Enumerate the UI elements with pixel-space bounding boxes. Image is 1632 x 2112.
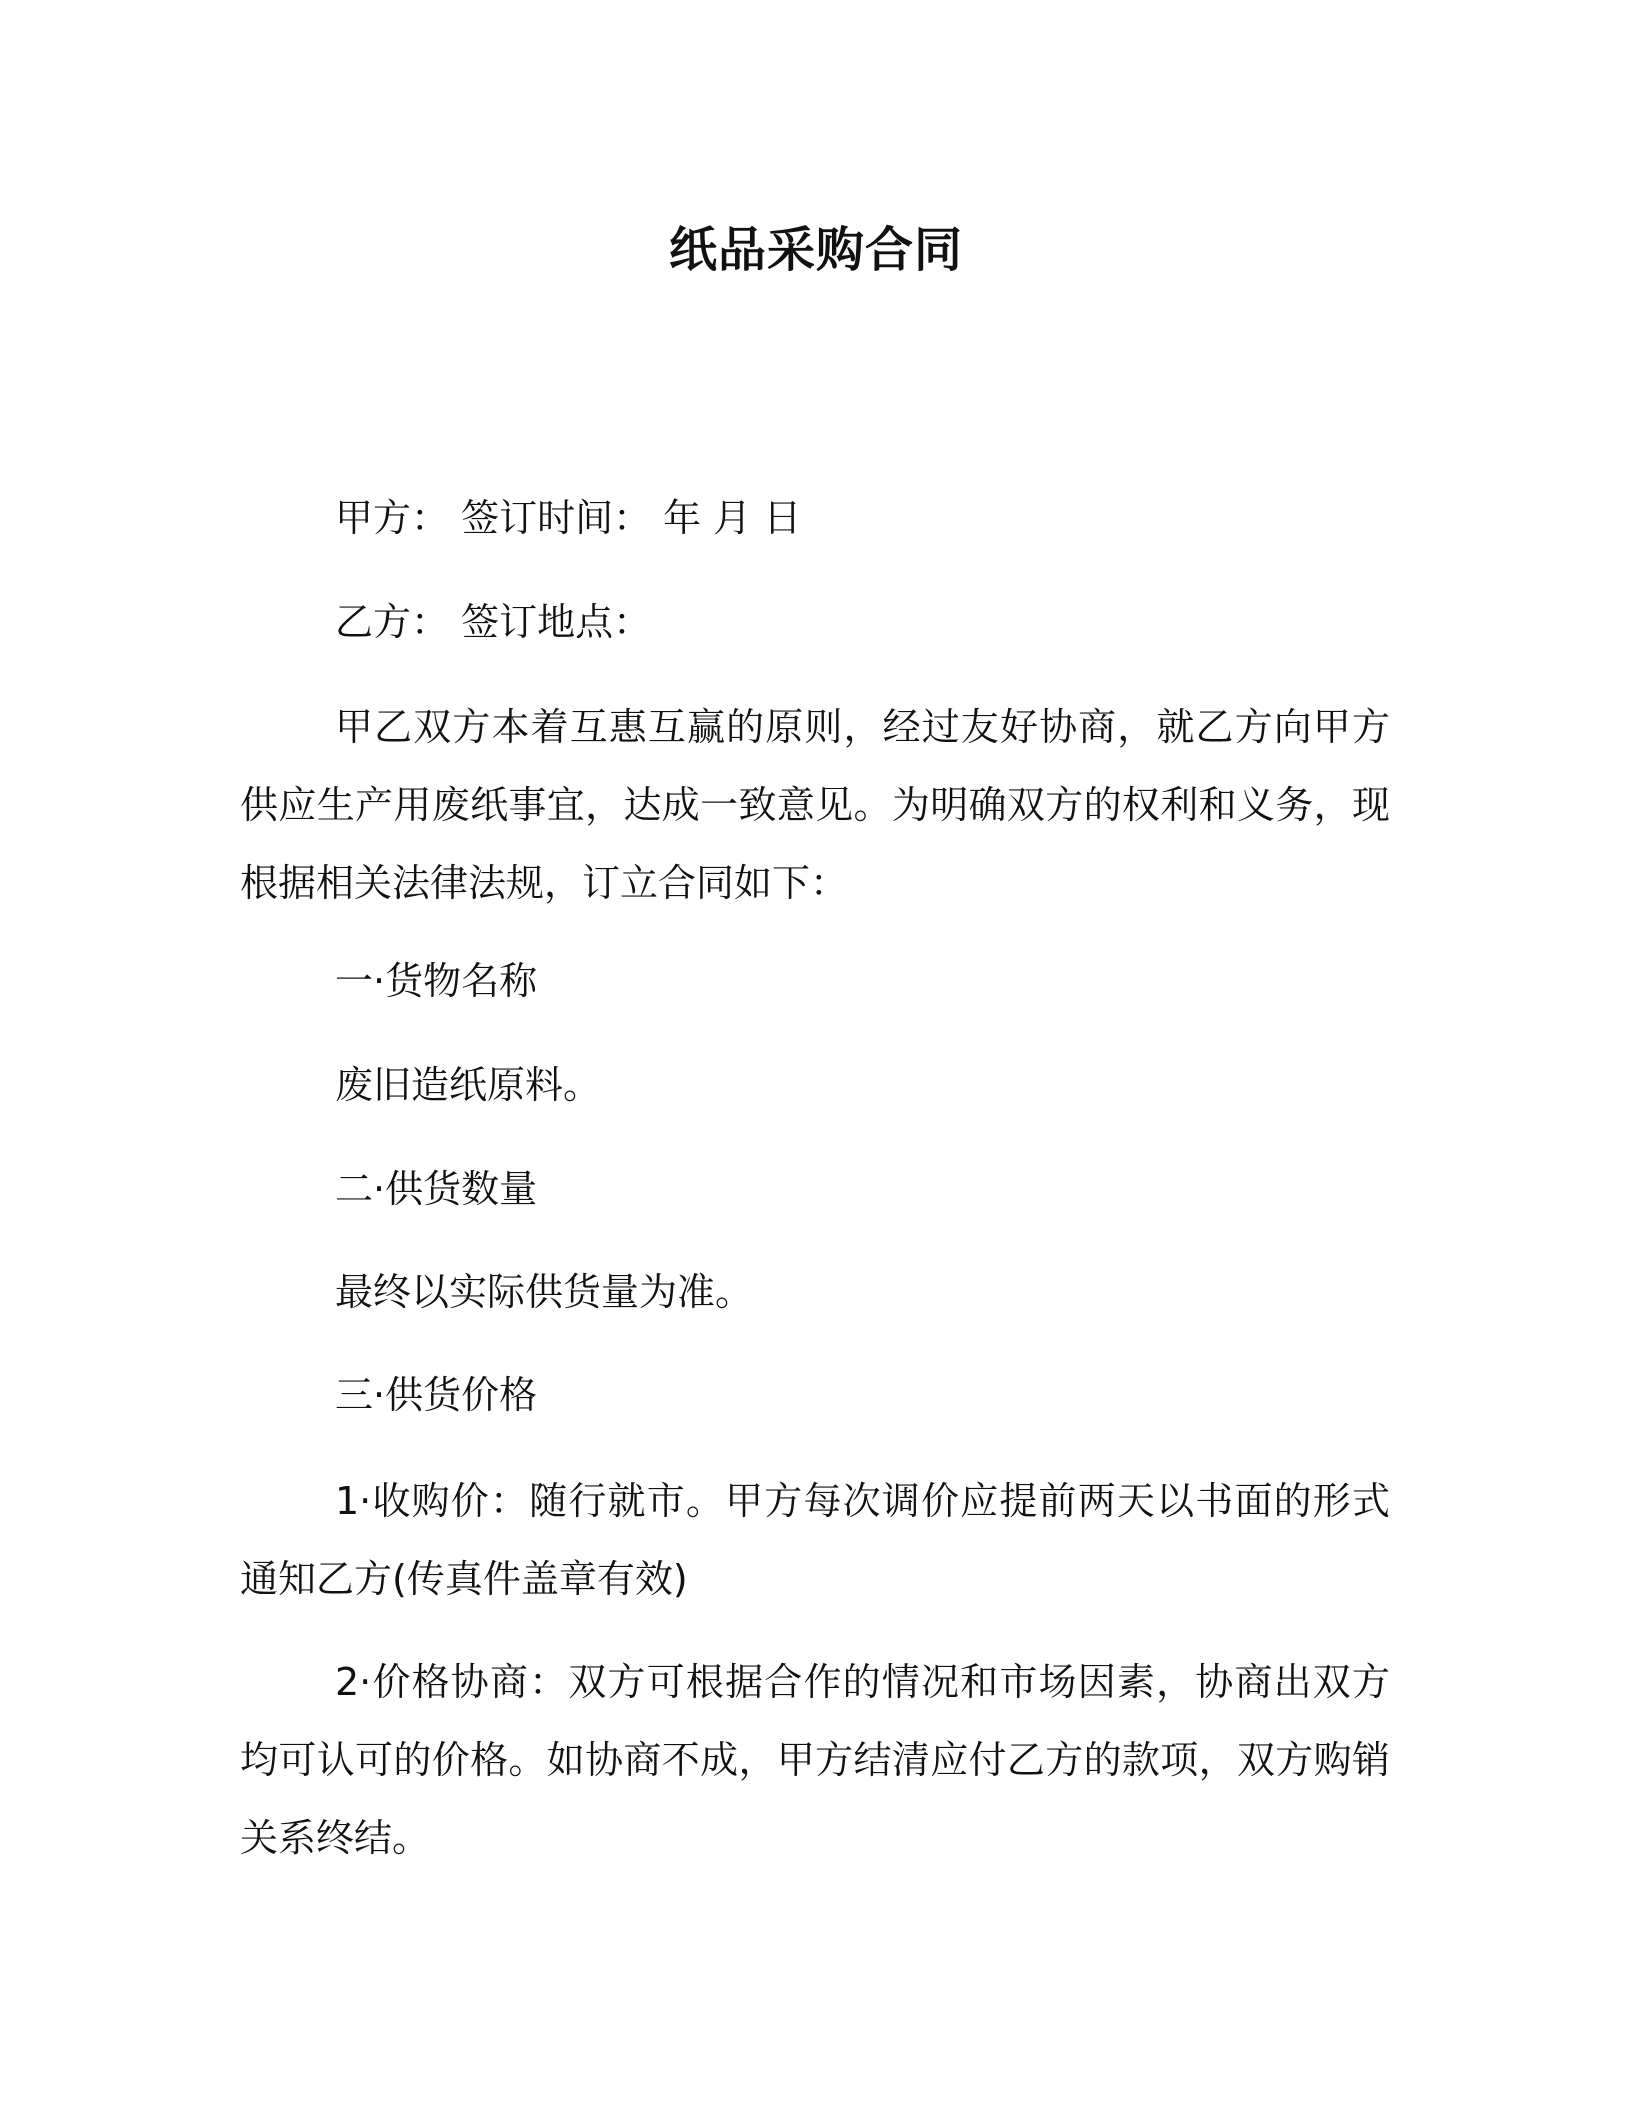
document-title: 纸品采购合同	[668, 222, 963, 278]
preamble-paragraph: 甲乙双方本着互惠互赢的原则，经过友好协商，就乙方向甲方供应生产用废纸事宜，达成一致意见。为明确双方的权利和义务，现根据相关法律法规，订立合同如下：	[240, 705, 1390, 905]
party-a-line: 甲方： 签订时间： 年 月 日	[335, 496, 802, 540]
section-1-body: 废旧造纸原料。	[335, 1063, 602, 1107]
section-3-clause-1: 1·收购价：随行就市。甲方每次调价应提前两天以书面的形式通知乙方(传真件盖章有效)	[240, 1479, 1390, 1601]
section-2-heading: 二·供货数量	[335, 1167, 538, 1211]
section-3-clause-2: 2·价格协商：双方可根据合作的情况和市场因素，协商出双方均可认可的价格。如协商不成，甲方结清应付乙方的款项，双方购销关系终结。	[240, 1660, 1390, 1860]
section-3-heading: 三·供货价格	[335, 1373, 538, 1417]
party-b-line: 乙方： 签订地点：	[335, 600, 652, 644]
section-2-body: 最终以实际供货量为准。	[335, 1270, 754, 1314]
section-1-heading: 一·货物名称	[335, 959, 538, 1003]
